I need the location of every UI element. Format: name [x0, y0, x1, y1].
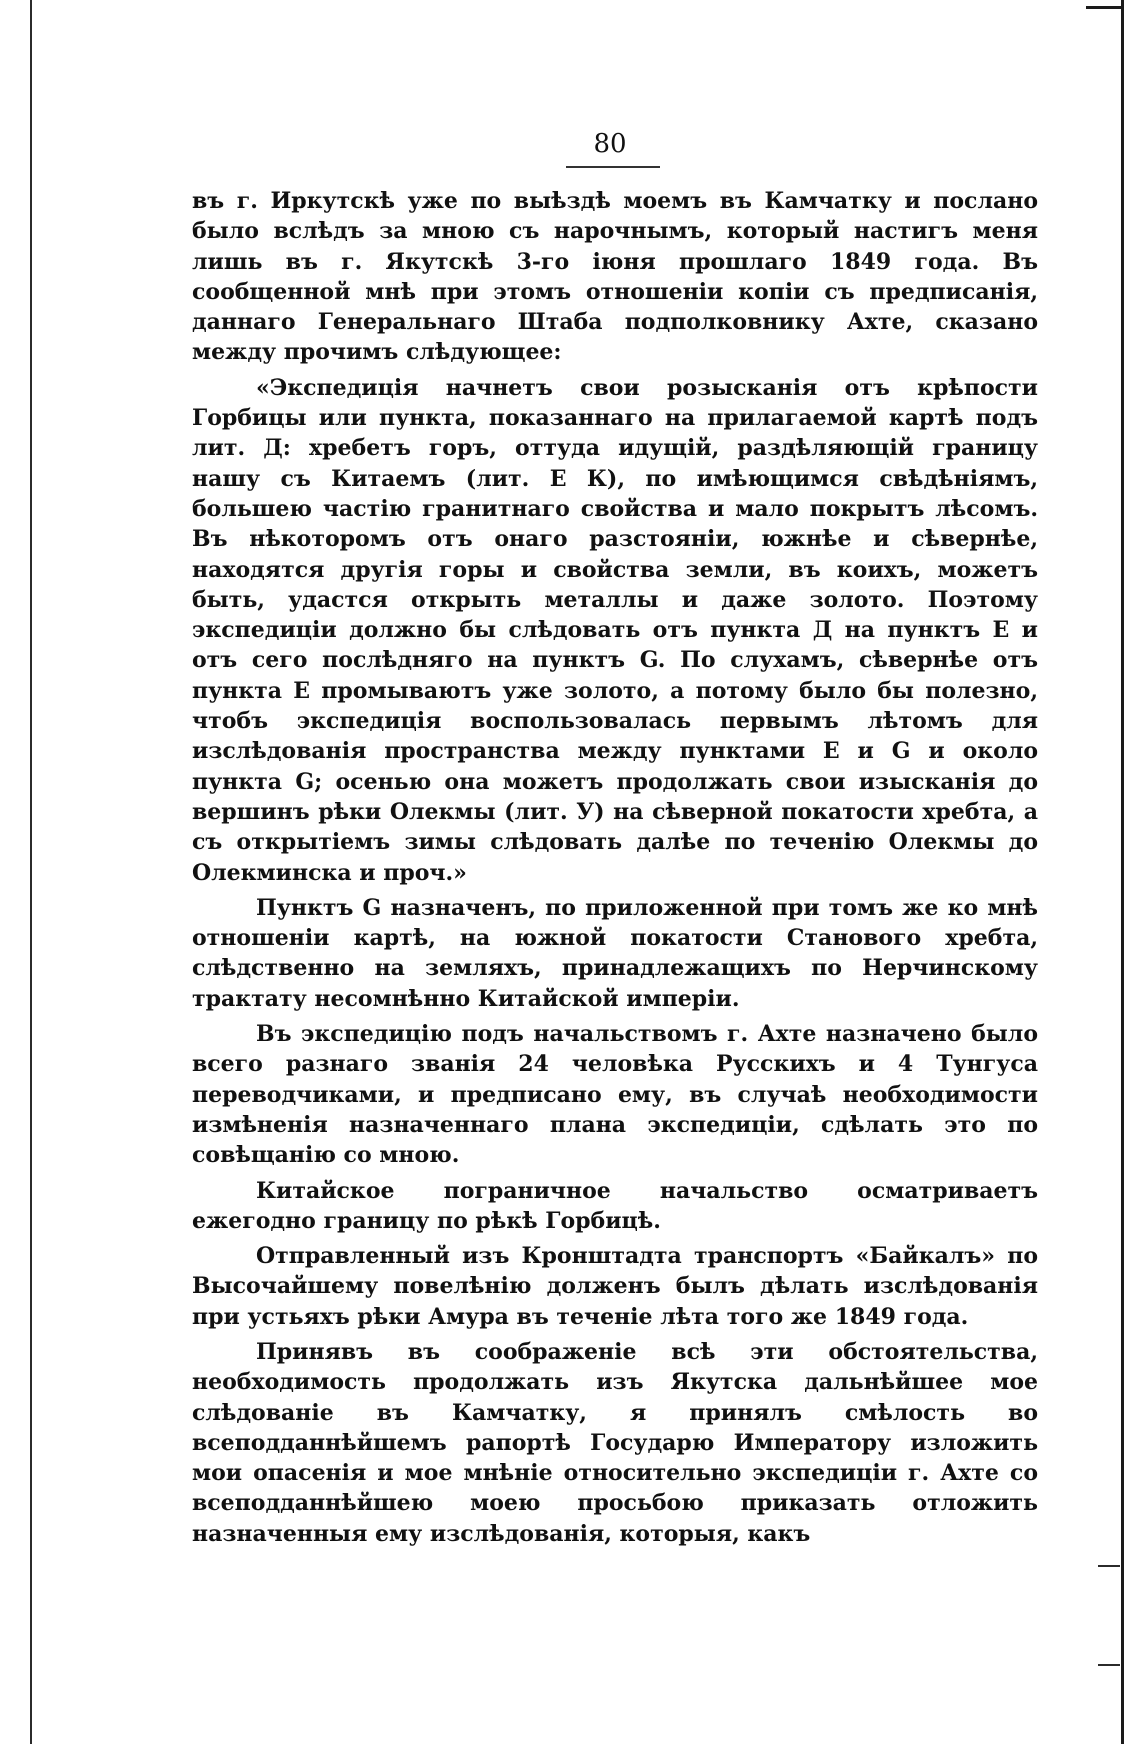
scan-border-left: [30, 0, 32, 1744]
paragraph: Китайское пограничное начальство осматриваетъ ежегодно границу по рѣкѣ Горбицѣ.: [192, 1177, 1038, 1234]
paragraph: Отправленный изъ Кронштадта транспортъ «Байкалъ» по Высочайшему повелѣнію долженъ былъ дѣлать изслѣдованія при устьяхъ рѣки Амура въ теченіе лѣта того же 1849 года.: [192, 1243, 1038, 1330]
paragraph: Принявъ въ соображеніе всѣ эти обстоятельства, необходимость продолжать изъ Якутска дальнѣйшее мое слѣдованіе въ Камчатку, я принялъ смѣлость во всеподданнѣйшемъ рапортѣ Государю Императору изложить мои опасенія и мое мнѣніе относительно экспедиціи г. Ахте со всеподданнѣйшею моею просьбою приказать отложить назначенныя ему изслѣдованія, которыя, какъ: [192, 1338, 1038, 1547]
body-text: [192, 186, 1038, 1554]
scan-border-top-right: [1086, 6, 1122, 9]
page-number: 80: [593, 129, 627, 159]
paragraph: Въ экспедицію подъ начальствомъ г. Ахте назначено было всего разнаго званія 24 человѣка Русскихъ и 4 Тунгуса переводчиками, и предписано ему, въ случаѣ необходимости измѣненія назначеннаго плана экспедиціи, сдѣлать это по совѣщанію со мною.: [192, 1021, 1038, 1169]
scan-edge-mark: [1098, 1664, 1120, 1666]
scan-edge-mark: [1098, 1565, 1120, 1567]
paragraph: Пунктъ G назначенъ, по приложенной при томъ же ко мнѣ отношеніи картѣ, на южной покатости Станового хребта, слѣдственно на земляхъ, принадлежащихъ по Нерчинскому трактату несомнѣнно Китайской имперіи.: [192, 894, 1038, 1012]
paragraph-quote: «Экспедиція начнетъ свои розысканія отъ крѣпости Горбицы или пункта, показаннаго на прилагаемой картѣ подъ лит. Д: хребетъ горъ, оттуда идущій, раздѣляющій границу нашу съ Китаемъ (лит. Е К), по имѣющимся свѣдѣніямъ, большею частію гранитнаго свойства и мало покрытъ лѣсомъ. Въ нѣкоторомъ отъ онаго разстояніи, южнѣе и сѣвернѣе, находятся другія горы и свойства земли, въ коихъ, можетъ быть, удастся открыть металлы и даже золото. Поэтому экспедиціи должно бы слѣдовать отъ пункта Д на пунктъ Е и отъ сего послѣдняго на пунктъ G. По слухамъ, сѣвернѣе отъ пункта Е промываютъ уже золото, а потому было бы полезно, чтобъ экспедиція воспользовалась первымъ лѣтомъ для изслѣдованія пространства между пунктами Е и G и около пункта G; осенью она можетъ продолжать свои изысканія до вершинъ рѣки Олекмы (лит. У) на сѣверной покатости хребта, а съ открытіемъ зимы слѣдовать далѣе по теченію Олекмы до Олекминска и проч.»: [192, 374, 1038, 886]
paragraph: въ г. Иркутскѣ уже по выѣздѣ моемъ въ Камчатку и послано было вслѣдъ за мною съ нарочнымъ, который настигъ меня лишь въ г. Якутскѣ 3-го іюня прошлаго 1849 года. Въ сообщенной мнѣ при этомъ отношеніи копіи съ предписанія, даннаго Генеральнаго Штаба подполковнику Ахте, сказано между прочимъ слѣдующее:: [192, 188, 1038, 366]
scan-border-right: [1121, 0, 1124, 1744]
page-number-rule: [566, 166, 660, 168]
